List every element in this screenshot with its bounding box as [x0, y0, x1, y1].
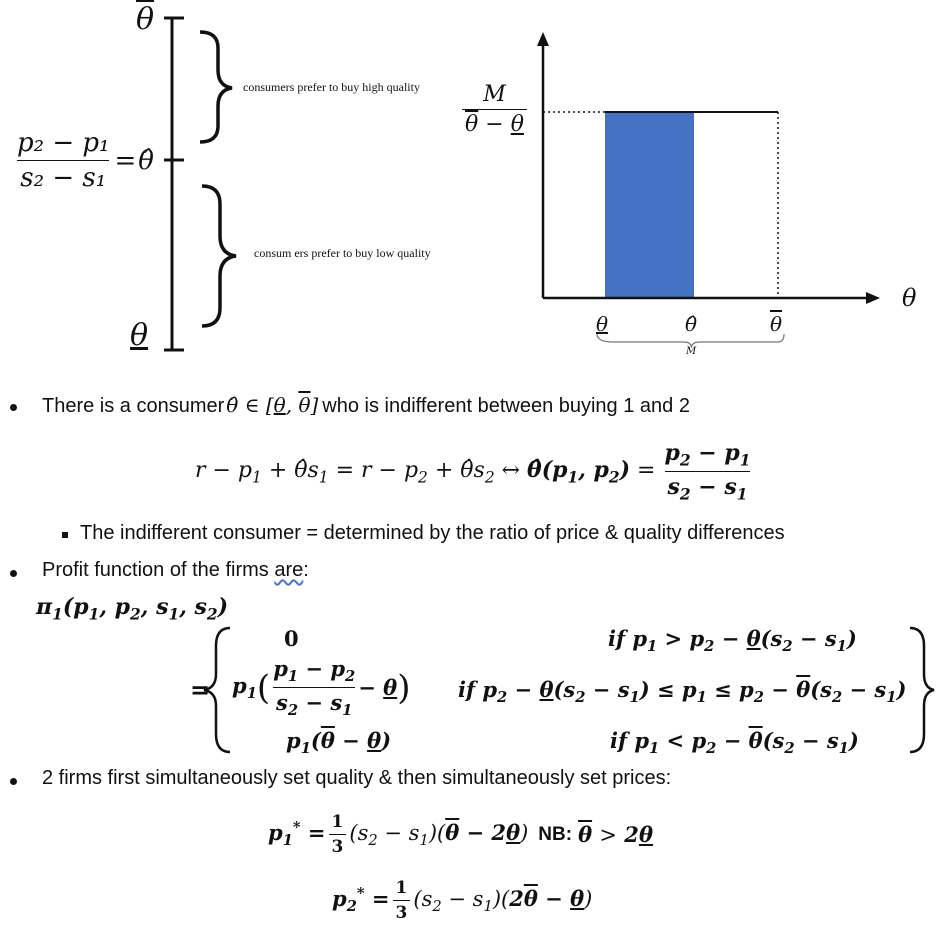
- bullet-2: [42, 559, 309, 582]
- x-axis-arrow: [866, 292, 880, 304]
- sub-bullet-text: The indifferent consumer = determined by the ratio of price & quality differences: [80, 522, 785, 544]
- right-piecewise-brace: [910, 628, 934, 752]
- bullet-3-marker: [10, 778, 17, 785]
- indifference-den: $s_2 - s_1$: [665, 471, 751, 503]
- theta-bar-top: $\overline{\theta}$: [136, 2, 155, 37]
- case-1-value: 0: [284, 626, 299, 651]
- x-tick-theta-low: θ: [596, 312, 609, 336]
- piecewise-equals: =: [190, 675, 211, 704]
- density-den-low: θ: [510, 112, 524, 137]
- indifference-equation: [195, 440, 753, 504]
- theta-hat-interval: θ̂ ∈ [θ, $\overline{\theta}$]: [226, 393, 319, 417]
- x-tick-theta-hat: θ̂: [685, 312, 698, 336]
- threshold-formula: [14, 128, 154, 193]
- bullet-2-colon: :: [303, 559, 309, 581]
- y-axis-arrow: [537, 32, 549, 46]
- x-axis-label: θ: [902, 284, 917, 312]
- case-3-value: $p_1(\overline{\theta} - \theta)$: [286, 728, 392, 758]
- bullet-2-are: are: [274, 559, 304, 581]
- case-2-value: $p_1$ ( $\frac{p_1 - p_2}{s_2 - s_1}$ − θ ): [232, 656, 411, 720]
- threshold-equals: =: [114, 145, 137, 176]
- profit-head: $\pi_1(p_1$, $p_2$, $s_1$, $s_2$): [36, 594, 229, 624]
- left-piecewise-brace: [204, 628, 230, 752]
- density-level-label: [462, 82, 527, 137]
- label-high-quality: consumers prefer to buy high quality: [243, 80, 420, 94]
- nb-label: NB:: [538, 823, 573, 845]
- theta-hat-label: θ̂: [138, 145, 154, 176]
- upper-brace: [200, 32, 232, 142]
- theta-underline-bottom: θ: [130, 318, 149, 353]
- indifference-eq-left: $r - p_1$ + $\thetâs_1 = r - p_2$ + $\thetâs_2$ ↔ $\thetâ(p_1$, $p_2$) =: [195, 457, 656, 487]
- density-den-high: $\overline{\theta}$: [465, 112, 479, 137]
- case-3-condition: if $p_1 < p_2 - \overline{\theta}(s_2 - s_1)$: [610, 728, 859, 758]
- p2-star-equation: $p_2^*$ = $\frac{1}{3}$ $(s_2 - s_1)(2\overline{\theta} - \theta)$: [332, 878, 593, 923]
- bullet-1-text-b: who is indifferent between buying 1 and 2: [322, 395, 690, 417]
- case-1-condition: if $p_1 > p_2 - \theta(s_2 - s_1)$: [608, 626, 857, 656]
- bullet-2-text: Profit function of the firms: [42, 559, 269, 581]
- bullet-1-text-a: There is a consumer: [42, 395, 225, 417]
- bullet-1: [42, 393, 690, 418]
- p2-one-third: $\frac{1}{3}$: [393, 878, 411, 923]
- x-tick-theta-high: $\overline{\theta}$: [770, 312, 783, 336]
- bullet-2-marker: [10, 570, 17, 577]
- density-numerator: M: [483, 82, 506, 107]
- sub-bullet-marker: [62, 532, 68, 538]
- indifference-num: $p_2 - p_1$: [664, 440, 751, 470]
- threshold-numerator: p₂ − p₁: [17, 128, 110, 158]
- case-2-fraction: $\frac{p_1 - p_2}{s_2 - s_1}$: [273, 656, 356, 720]
- label-low-quality: consum ers prefer to buy low quality: [254, 246, 431, 260]
- lower-brace: [202, 186, 236, 326]
- case-2-condition: if $p_2 - \theta(s_2 - s_1) \le p_1 \le p_2 - \overline{\theta}(s_2 - s_1)$: [458, 677, 907, 707]
- threshold-denominator: s₂ − s₁: [17, 160, 109, 193]
- density-denominator: $\overline{\theta} - \theta$: [462, 109, 527, 137]
- shaded-density-region: [605, 112, 694, 298]
- indifference-fraction: [662, 440, 754, 504]
- p1-one-third: $\frac{1}{3}$: [329, 812, 347, 857]
- bullet-1-marker: [10, 404, 17, 411]
- threshold-fraction: [14, 128, 112, 193]
- p1-star-equation: $p_1^*$ = $\frac{1}{3}$ $(s_2 - s_1)(\overline{\theta} - 2\theta)$ NB: $\overline{\theta} > 2\theta$: [268, 812, 653, 857]
- brace-label-m: M: [686, 346, 697, 357]
- density-fraction: [462, 82, 527, 137]
- bullet-3-text: 2 firms first simultaneously set quality & then simultaneously set prices:: [42, 767, 672, 789]
